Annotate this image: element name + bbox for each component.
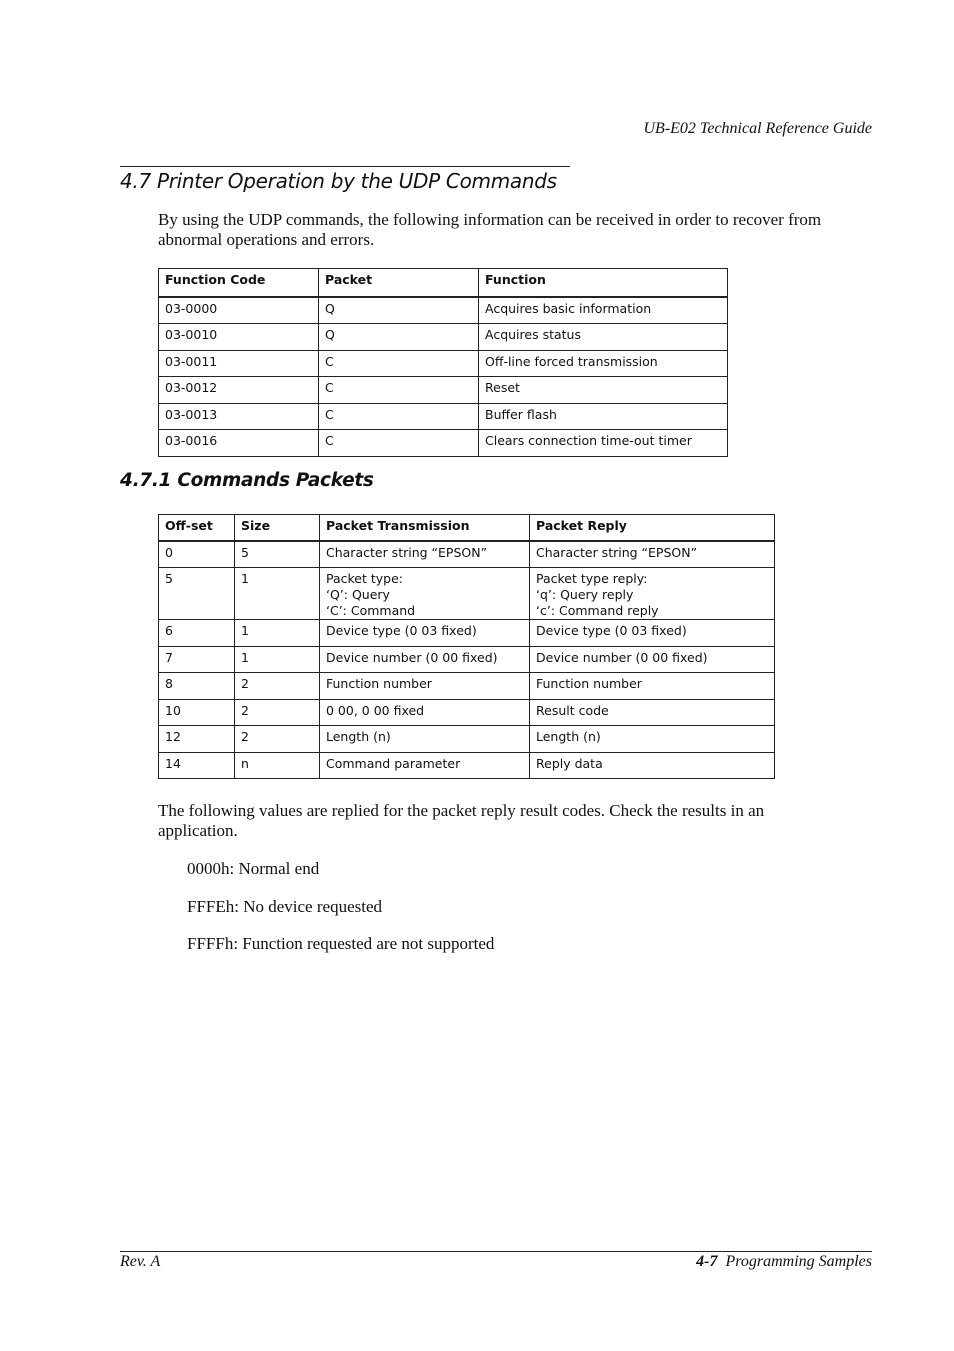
table-cell: 10 — [159, 699, 235, 726]
table-cell: Function number — [320, 673, 530, 700]
table-cell: Q — [319, 324, 479, 351]
table-cell: Q — [319, 297, 479, 324]
result-code-not-supported: FFFFh: Function requested are not supported — [187, 934, 495, 953]
table-cell: 03-0013 — [159, 403, 319, 430]
footer-page-number: 4-7 — [696, 1253, 718, 1270]
table-row — [159, 297, 728, 324]
table-cell: 0 — [159, 541, 235, 568]
table-cell: Reset — [479, 377, 728, 404]
table-row — [159, 377, 728, 404]
table-cell: 12 — [159, 726, 235, 753]
table-cell: Length (n) — [320, 726, 530, 753]
column-header: Off-set — [159, 515, 235, 542]
table-cell: Character string “EPSON” — [320, 541, 530, 568]
table-cell: Command parameter — [320, 752, 530, 779]
table-cell: Packet type reply: ‘q’: Query reply ‘c’: Command reply — [530, 568, 775, 620]
table-cell: C — [319, 350, 479, 377]
section-heading: 4.7 Printer Operation by the UDP Commands — [120, 166, 570, 193]
footer-chapter: Programming Samples — [725, 1253, 872, 1270]
table-cell: 7 — [159, 646, 235, 673]
result-code-normal-end: 0000h: Normal end — [187, 859, 320, 878]
column-header: Size — [235, 515, 320, 542]
running-header: UB-E02 Technical Reference Guide — [643, 120, 872, 137]
table-cell: 03-0016 — [159, 430, 319, 457]
column-header: Function — [479, 269, 728, 298]
function-code-table — [158, 268, 728, 457]
section-intro: By using the UDP commands, the following information can be received in order to recover from abnormal operations and errors. — [158, 210, 822, 249]
table-cell: 2 — [235, 673, 320, 700]
table-cell: Packet type: ‘Q’: Query ‘C’: Command — [320, 568, 530, 620]
table-row — [159, 620, 775, 647]
subsection-heading: 4.7.1 Commands Packets — [120, 470, 374, 491]
table-cell: Device type (0 03 fixed) — [530, 620, 775, 647]
table-cell: 03-0000 — [159, 297, 319, 324]
table-row — [159, 430, 728, 457]
table-cell: n — [235, 752, 320, 779]
table-row — [159, 673, 775, 700]
table-cell: C — [319, 430, 479, 457]
table-cell: 14 — [159, 752, 235, 779]
table-cell: 2 — [235, 726, 320, 753]
result-code-no-device: FFFEh: No device requested — [187, 897, 382, 916]
table-cell: Length (n) — [530, 726, 775, 753]
table-cell: 1 — [235, 646, 320, 673]
table-cell: 0 00, 0 00 fixed — [320, 699, 530, 726]
table-row — [159, 350, 728, 377]
table-row — [159, 568, 775, 620]
table-cell: 5 — [159, 568, 235, 620]
table-cell: Buffer flash — [479, 403, 728, 430]
table-cell: Function number — [530, 673, 775, 700]
table-cell: Acquires basic information — [479, 297, 728, 324]
table-row — [159, 646, 775, 673]
column-header: Packet Reply — [530, 515, 775, 542]
table-row — [159, 752, 775, 779]
table-cell: Clears connection time-out timer — [479, 430, 728, 457]
table-row — [159, 324, 728, 351]
table-row — [159, 403, 728, 430]
footer-revision: Rev. A — [120, 1253, 161, 1270]
table-cell: 03-0012 — [159, 377, 319, 404]
table-cell: 03-0010 — [159, 324, 319, 351]
table-cell: C — [319, 403, 479, 430]
table-cell: Device type (0 03 fixed) — [320, 620, 530, 647]
table-header-row — [159, 515, 775, 542]
table-cell: 1 — [235, 620, 320, 647]
table-cell: 6 — [159, 620, 235, 647]
table-cell: Device number (0 00 fixed) — [320, 646, 530, 673]
table-cell: 8 — [159, 673, 235, 700]
column-header: Packet Transmission — [320, 515, 530, 542]
table-cell: Result code — [530, 699, 775, 726]
footer-rule — [120, 1251, 872, 1252]
table-cell: C — [319, 377, 479, 404]
command-packets-table — [158, 514, 775, 779]
table-cell: 1 — [235, 568, 320, 620]
table-cell: Character string “EPSON” — [530, 541, 775, 568]
footer-page-info — [696, 1253, 872, 1271]
table-row — [159, 699, 775, 726]
table-cell: Device number (0 00 fixed) — [530, 646, 775, 673]
table-row — [159, 541, 775, 568]
result-codes-intro: The following values are replied for the packet reply result codes. Check the results in an application. — [158, 801, 765, 840]
table-cell: 5 — [235, 541, 320, 568]
table-cell: Off-line forced transmission — [479, 350, 728, 377]
table-cell: Acquires status — [479, 324, 728, 351]
table-cell: 2 — [235, 699, 320, 726]
column-header: Packet — [319, 269, 479, 298]
column-header: Function Code — [159, 269, 319, 298]
table-cell: Reply data — [530, 752, 775, 779]
table-row — [159, 726, 775, 753]
table-header-row — [159, 269, 728, 298]
table-cell: 03-0011 — [159, 350, 319, 377]
